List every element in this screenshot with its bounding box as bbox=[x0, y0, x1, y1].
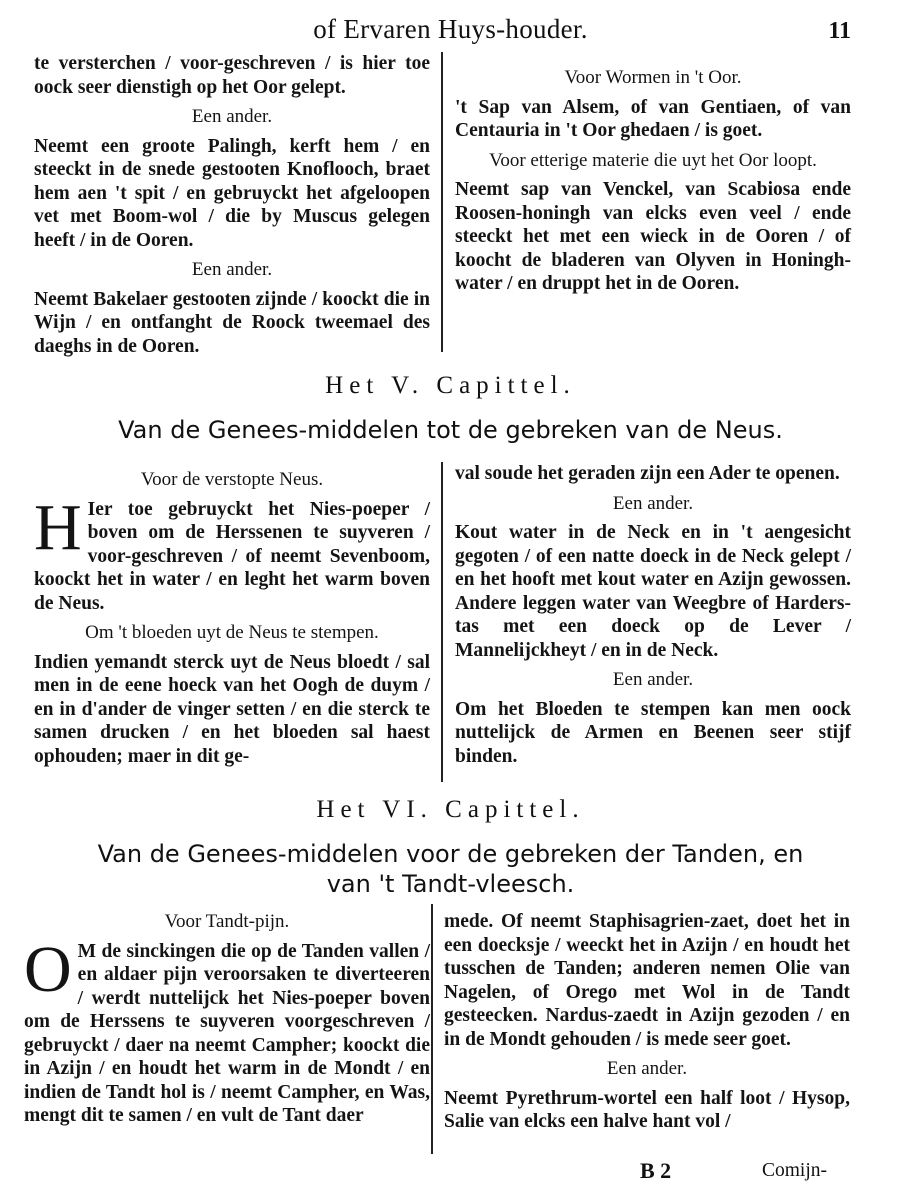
chapter-title-line2: van 't Tandt-vleesch. bbox=[326, 870, 575, 898]
chapter5-left-column bbox=[34, 462, 430, 774]
drop-cap: O bbox=[24, 932, 72, 1006]
catchword: Comijn- bbox=[762, 1160, 828, 1181]
subheading: Voor etterige materie die uyt het Oor loopt. bbox=[489, 149, 817, 171]
subheading: Voor Tandt-pijn. bbox=[164, 911, 290, 932]
subheading: Voor de verstopte Neus. bbox=[140, 469, 324, 490]
paragraph: 't Sap van Alsem, of van Gentiaen, of van Centauria in 't Oor ghedaen / is goet. bbox=[455, 96, 851, 141]
paragraph: mede. Of neemt Staphisagrien-zaet, doet het in een doecksje / weeckt het in Azijn / en houdt het tusschen de Tanden; anderen nemen Olie van Nagelen, of Orego met Wol in de Tandt gesteecken. Nardus-zaedt in Azijn gezoden / en in de Mondt gehouden / is mede seer goet. bbox=[444, 911, 850, 1050]
paragraph: Neemt Pyrethrum-wortel een half loot / Hysop, Salie van elcks een halve hant vol / bbox=[444, 1087, 850, 1132]
subheading: Een ander. bbox=[191, 259, 273, 280]
paragraph: te versterchen / voor-geschreven / is hier toe oock seer dienstigh op het Oor gelept. bbox=[34, 53, 430, 98]
drop-cap: H bbox=[34, 490, 82, 564]
column-divider bbox=[441, 52, 443, 352]
chapter-title: Van de Genees-middelen tot de gebreken van de Neus. bbox=[118, 416, 783, 444]
top-right-column bbox=[455, 60, 851, 302]
subheading: Een ander. bbox=[191, 106, 273, 127]
chapter5-right-column bbox=[455, 462, 851, 774]
chapter6-right-column bbox=[444, 910, 850, 1140]
chapter-heading: Het VI. Capittel. bbox=[316, 796, 585, 823]
paragraph bbox=[24, 932, 430, 1128]
paragraph: val soude het geraden zijn een Ader te openen. bbox=[455, 463, 840, 484]
signature-mark: B 2 bbox=[640, 1158, 672, 1183]
chapter6-left-column bbox=[24, 904, 430, 1134]
page-number: 11 bbox=[828, 18, 851, 44]
paragraph-text: Ier toe gebruyckt het Nies-poeper / boven om de Herssenen te suyveren / voor-geschreven / of neemt Sevenboom, koockt het in water / en leght het warm boven de Neus. bbox=[34, 498, 430, 614]
paragraph: Neemt Bakelaer gestooten zijnde / koockt die in Wijn / en ontfanght de Roock tweemael des daeghs in de Ooren. bbox=[34, 288, 430, 357]
paragraph: Kout water in de Neck en in 't aengesicht gegoten / of een natte doeck in de Neck gelept / en het hooft met kout water en Azijn gewossen. Andere leggen water van Weegbre of Harders-tas met een doeck op de Lever / Mannelijckheyt / en in de Neck. bbox=[455, 522, 851, 661]
column-divider bbox=[441, 462, 443, 782]
running-head bbox=[0, 10, 901, 50]
paragraph: Om het Bloeden te stempen kan men oock nuttelijck de Armen en Beenen seer stijf binden. bbox=[455, 698, 851, 767]
column-divider bbox=[431, 904, 433, 1154]
chapter-heading: Het V. Capittel. bbox=[325, 372, 576, 399]
paragraph: Neemt een groote Palingh, kerft hem / en steeckt in de snede gestooten Knoflooch, braet hem aen 't spit / en gebruyckt het afgeloopen vet met Boom-wol / die by Muscus gelegen heeft / in de Ooren. bbox=[34, 135, 430, 251]
subheading: Een ander. bbox=[612, 492, 694, 514]
paragraph-text: M de sinckingen die op de Tanden vallen / en aldaer pijn veroorsaken te diverteeren / werdt nuttelijck het Nies-poeper boven om de Herssens te suyveren voorgeschreven / gebruyckt / daer na neemt Campher; koockt die in Azijn / en houdt het warm in de Mondt / en indien de Tandt hol is / neemt Campher, en Was, mengt dit te samen / en vult de Tant daer bbox=[24, 940, 430, 1126]
subheading: Voor Wormen in 't Oor. bbox=[564, 67, 742, 88]
subheading: Een ander. bbox=[606, 1058, 688, 1079]
running-title: of Ervaren Huys-houder. bbox=[313, 14, 588, 44]
paragraph: Neemt sap van Venckel, van Scabiosa ende Roosen-honingh van elcks even veel / ende steeckt het met een wieck in de Ooren / of koocht de bladeren van Olyven in Honingh-water / en druppt het in de Ooren. bbox=[455, 179, 851, 294]
subheading: Om 't bloeden uyt de Neus te stempen. bbox=[85, 622, 379, 643]
subheading: Een ander. bbox=[612, 669, 694, 690]
chapter-title-line1: Van de Genees-middelen voor de gebreken der Tanden, en bbox=[97, 840, 804, 868]
paragraph: Indien yemandt sterck uyt de Neus bloedt / sal men in de eene hoeck van het Oogh de duym / en in d'ander de vinger setten / en die sterck te samen drucken / en het bloeden sal haest ophouden; maer in dit ge- bbox=[34, 651, 430, 767]
top-left-column bbox=[34, 52, 430, 364]
paragraph bbox=[34, 490, 430, 616]
